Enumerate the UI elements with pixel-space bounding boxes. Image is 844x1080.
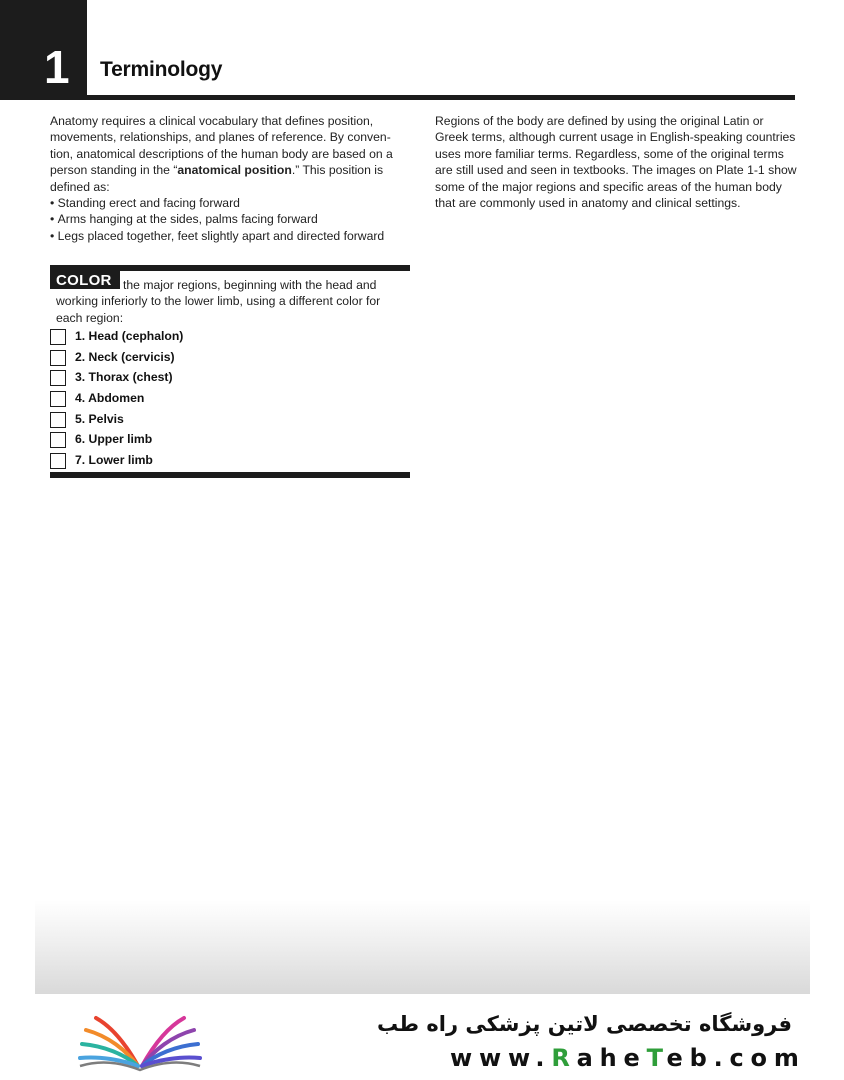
region-label: 3. Thorax (chest) [75, 370, 173, 385]
url-letter-r: R [551, 1044, 577, 1072]
region-checkbox[interactable] [50, 350, 66, 366]
bullet-item: • Legs placed together, feet slightly apart and directed forward [50, 228, 410, 244]
color-instruction: the major regions, beginning with the head and working inferiorly to the lower limb, using a different color for each region: [56, 278, 381, 325]
region-item-lower-limb [50, 452, 410, 473]
position-bullet-list [50, 195, 410, 244]
region-label: 2. Neck (cervicis) [75, 349, 175, 364]
color-box-bottom-rule [50, 472, 410, 478]
region-item-upper-limb [50, 431, 410, 452]
region-checkbox[interactable] [50, 412, 66, 428]
region-checkbox[interactable] [50, 453, 66, 469]
url-prefix: www. [450, 1044, 552, 1072]
regions-column [435, 113, 797, 211]
url-mid: ahe [576, 1044, 647, 1072]
region-label: 7. Lower limb [75, 453, 153, 468]
region-checkbox[interactable] [50, 370, 66, 386]
color-badge: COLOR [50, 271, 120, 289]
region-item-head [50, 328, 410, 349]
region-checkbox[interactable] [50, 329, 66, 345]
open-book-logo-icon [76, 1008, 206, 1074]
regions-paragraph: Regions of the body are defined by using the original Latin or Greek terms, although current usage in English-speaking countries uses more familiar terms. Regardless, some of the original terms are still used and seen in textbooks. The images on Plate 1-1 show some of the major regions and specific areas of the human body that are commonly used in anatomy and clinical settings. [435, 114, 797, 211]
bullet-item: • Standing erect and facing forward [50, 195, 410, 211]
region-label: 6. Upper limb [75, 432, 153, 447]
intro-text-before: Anatomy requires a clinical vocabulary that defines position, movements, relationships, and planes of reference. By conven-tion, anatomical descriptions of the human body are based on a person standing in the “ [50, 114, 393, 178]
region-checklist [50, 328, 410, 473]
chapter-number: 1 [44, 41, 70, 93]
region-checkbox[interactable] [50, 432, 66, 448]
region-label: 1. Head (cephalon) [75, 329, 184, 343]
store-name: فروشگاه تخصصی لاتین پزشکی راه طب [377, 1012, 792, 1036]
intro-paragraph [50, 113, 410, 195]
region-item-abdomen [50, 390, 410, 411]
region-checkbox[interactable] [50, 391, 66, 407]
store-url[interactable] [450, 1044, 806, 1072]
url-letter-t: T [646, 1044, 667, 1072]
chapter-title: Terminology [100, 58, 223, 81]
bullet-item: • Arms hanging at the sides, palms facing forward [50, 211, 410, 227]
region-item-thorax [50, 369, 410, 390]
region-item-neck [50, 349, 410, 370]
intro-text-after: .” This position is defined as: [50, 163, 384, 194]
header-rule [87, 95, 795, 100]
page-bottom-shadow [35, 900, 810, 994]
anatomical-position-term: anatomical position [177, 163, 292, 178]
chapter-number-box [0, 0, 87, 100]
url-suffix: eb.com [666, 1044, 806, 1072]
region-label: 4. Abdomen [75, 391, 145, 406]
region-item-pelvis [50, 411, 410, 432]
intro-column [50, 113, 410, 244]
region-label: 5. Pelvis [75, 411, 124, 426]
